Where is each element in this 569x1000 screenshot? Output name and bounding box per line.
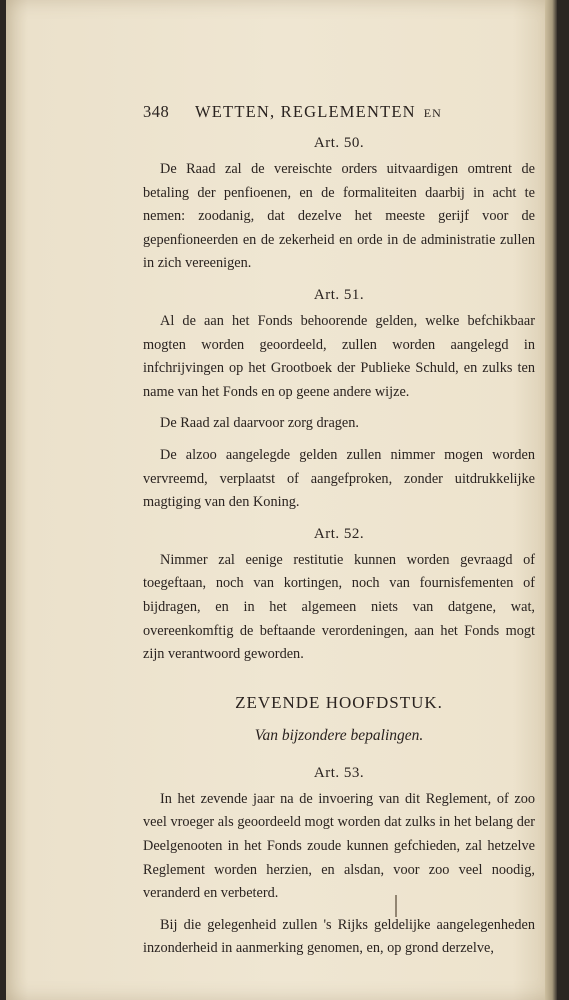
- page-edge: [545, 0, 557, 1000]
- article-heading: Art. 53.: [313, 764, 365, 781]
- running-title: WETTEN, REGLEMENTEN: [195, 102, 416, 121]
- page-text: [143, 100, 535, 969]
- article-paragraph: In het zevende jaar na de invoering van dit Reglement, of zoo veel vroeger als geoordeeld mogt worden dat zulks in het belang der Deelgenooten in het Fonds zoude kunnen gefchieden, zal hetzelve Reglement worden herzien, en alsdan, voor zoo veel noodig, veranderd en verbeterd.: [143, 790, 535, 902]
- running-title-suffix: EN: [423, 106, 442, 120]
- article-paragraph: Nimmer zal eenige restitutie kunnen worden gevraagd of toegeftaan, noch van kortingen, noch van fournisfementen of bijdragen, en in het algemeen niets van datgene, wat, overeenkomftig de beftaande verordeningen, aan het Fonds mogt zijn verantwoord geworden.: [143, 551, 535, 663]
- chapter-subtitle: Van bijzondere bepalingen.: [254, 727, 424, 745]
- article-paragraph: Al de aan het Fonds behoorende gelden, welke befchikbaar mogten worden geoordeeld, zullen worden aangelegd in infchrijvingen op het Grootboek der Publieke Schuld, en zulks ten name van het Fonds en op geene andere wijze.: [143, 312, 535, 400]
- article-paragraph: De Raad zal daarvoor zorg dragen.: [160, 415, 360, 432]
- page-number: 348: [143, 102, 170, 121]
- article-paragraph: Bij die gelegenheid zullen 's Rijks geldelijke aangelegenheden inzonderheid in aanmerking genomen, en, op grond derzelve,: [143, 916, 535, 957]
- chapter-title: ZEVENDE HOOFDSTUK.: [235, 692, 443, 712]
- running-head: [143, 100, 535, 130]
- article-paragraph: De alzoo aangelegde gelden zullen nimmer mogen worden vervreemd, verplaatst of aangefproken, zonder uitdrukkelijke magtiging van den Koning.: [143, 446, 535, 511]
- article-heading: Art. 51.: [313, 286, 365, 303]
- article-heading: Art. 50.: [313, 135, 365, 151]
- article-paragraph: De Raad zal de vereischte orders uitvaardigen omtrent de betaling der penfioenen, en de formaliteiten daarbij in acht te nemen: zoodanig, dat dezelve het meeste gerijf voor de gepenfioneerden en de zekerheid en orde in de administratie zullen in zich vereenigen.: [143, 161, 535, 272]
- article-heading: Art. 52.: [313, 525, 365, 542]
